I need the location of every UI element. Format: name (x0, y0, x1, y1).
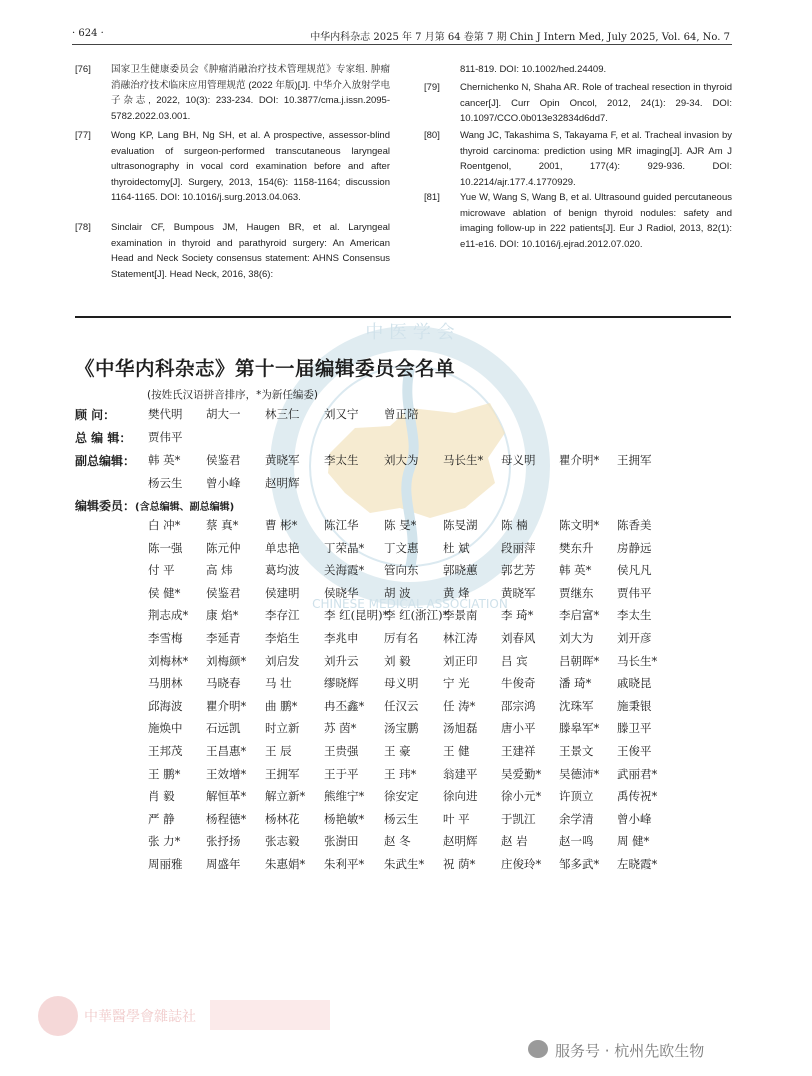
members-name: 王 健 (443, 744, 470, 758)
members-name: 丁荣晶* (324, 540, 365, 555)
members-name: 滕卫平 (617, 721, 652, 736)
members-name: 缪晓辉 (324, 676, 359, 691)
members-name: 马晓春 (206, 676, 241, 691)
members-name: 庄俊玲* (501, 857, 542, 871)
reference-number: [76] (75, 64, 91, 75)
members-name: 时立新 (265, 721, 300, 736)
publisher-name: 中華醫學會雜誌社 (84, 1009, 196, 1025)
members-name: 王昌惠* (206, 744, 247, 758)
members-name: 翁建平 (443, 766, 478, 781)
members-name: 徐安定 (384, 789, 419, 804)
members-name: 荆志成* (148, 608, 189, 623)
members-name: 陈元仲 (206, 540, 241, 555)
members-name: 王 辰 (265, 744, 292, 758)
members-name: 朱武生* (384, 857, 425, 871)
members-name: 陈 旻* (384, 518, 417, 532)
members-name: 王景文 (559, 744, 594, 758)
members-name: 王拥军 (265, 766, 300, 781)
members-name: 马 壮 (265, 676, 292, 691)
members-name: 侯 健* (148, 585, 181, 600)
members-name: 宁 光 (443, 676, 470, 691)
members-name: 潘 琦* (559, 676, 592, 691)
members-name: 杨艳敏* (324, 811, 365, 826)
deputy-name: 马长生* (443, 453, 484, 467)
deputy-name: 韩 英* (148, 453, 181, 467)
members-name: 李存江 (265, 608, 300, 623)
chief-name: 贾伟平 (148, 430, 183, 444)
members-name: 杨云生 (384, 811, 419, 826)
members-name: 滕皋军* (559, 721, 600, 736)
reference-text: Wang JC, Takashima S, Takayama F, et al. Tracheal invasion by thyroid carcinoma: prediction using MR imaging[J]. AJR Am J Roentgenol, 2001, 177(4): 929-936. DOI: 10.2214/ajr.177.4.1770929. (460, 130, 732, 188)
members-name: 苏 茵* (324, 721, 357, 736)
advisors-name: 樊代明 (148, 407, 183, 421)
members-name: 丁文惠 (384, 540, 419, 555)
members-name: 陈江华 (324, 518, 359, 532)
publisher-wordmark (210, 1000, 330, 1030)
members-name: 刘正印 (443, 653, 478, 668)
members-name: 张 力* (148, 834, 181, 849)
members-name: 郭艺芳 (501, 563, 536, 578)
members-name: 刘大为 (559, 631, 594, 645)
members-name: 任 涛* (443, 698, 476, 713)
members-name: 王俊平 (617, 744, 652, 758)
members-name: 白 冲* (148, 518, 181, 532)
members-name: 王贵强 (324, 744, 359, 758)
members-name: 于凯江 (501, 811, 536, 826)
deputy-name: 赵明辉 (265, 476, 300, 490)
members-name: 朱惠娟* (265, 857, 306, 871)
reference-number: [81] (424, 192, 440, 203)
members-name: 王邦茂 (148, 744, 183, 758)
members-name: 高 炜 (206, 563, 233, 578)
members-name: 母义明 (384, 676, 419, 691)
advisors-name: 林三仁 (265, 407, 300, 421)
members-name: 李 琦* (501, 608, 534, 623)
wechat-account-label: 服务号 · 杭州先欧生物 (555, 1042, 705, 1060)
deputy-name: 曾小峰 (206, 476, 241, 490)
members-name: 李焰生 (265, 631, 300, 645)
members-name: 黄 烽 (443, 585, 470, 600)
members-name: 樊东升 (559, 540, 594, 555)
members-name: 黄晓军 (501, 585, 536, 600)
members-name: 周盛年 (206, 857, 241, 871)
members-note: (含总编辑、副总编辑) (135, 502, 235, 513)
members-name: 唐小平 (501, 721, 536, 736)
members-name: 邹多武* (559, 857, 600, 871)
members-name: 王 豪 (384, 744, 411, 758)
members-name: 王于平 (324, 766, 359, 781)
header-rule (72, 44, 732, 45)
members-name: 施秉银 (617, 698, 652, 713)
members-name: 王建祥 (501, 744, 536, 758)
members-name: 朱利平* (324, 857, 365, 871)
deputy-name: 刘大为 (384, 453, 419, 467)
members-name: 李启富* (559, 608, 600, 623)
members-name: 刘启发 (265, 653, 300, 668)
members-name: 张抒扬 (206, 834, 241, 849)
members-name: 胡 波 (384, 585, 411, 600)
members-name: 曲 鹏* (265, 698, 298, 713)
members-name: 周 健* (617, 834, 650, 849)
members-name: 厉有名 (384, 631, 419, 645)
members-name: 吴爱勤* (501, 766, 542, 781)
board-title: 《中华内科杂志》第十一届编辑委员会名单 (75, 357, 456, 380)
members-name: 张志毅 (265, 834, 300, 849)
reference-text: Yue W, Wang S, Wang B, et al. Ultrasound guided percutaneous microwave ablation of benign thyroid nodules: safety and imaging follow-up in 222 patients[J]. Eur J Radiol, 2013, 82(1): e11-e16. DOI: 10.1016/j.ejrad.2012.07.020. (460, 192, 732, 250)
members-name: 余学清 (559, 811, 594, 826)
members-name: 侯鉴君 (206, 585, 241, 600)
deputy-name: 王拥军 (617, 453, 652, 467)
reference-text: 811-819. DOI: 10.1002/hed.24409. (460, 64, 607, 75)
members-name: 陈香美 (617, 518, 652, 532)
members-name: 郭晓蕙 (443, 563, 478, 578)
members-name: 邵宗鸿 (501, 698, 536, 713)
members-name: 房静远 (617, 540, 652, 555)
advisors-name: 刘又宁 (324, 407, 359, 421)
members-name: 赵一鸣 (559, 834, 594, 849)
members-name: 吴德沛* (559, 766, 600, 781)
members-name: 付 平 (148, 563, 175, 578)
reference-text: Chernichenko N, Shaha AR. Role of tracheal resection in thyroid cancer[J]. Curr Opin Oncol, 2012, 24(1): 29-34. DOI: 10.1097/CCO.0b013e32834d6dd7. (460, 82, 732, 124)
reference-text: Wong KP, Lang BH, Ng SH, et al. A prospective, assessor-blind evaluation of surgeon-performed transcutaneous laryngeal ultrasonography in vocal cord examination before and after thyroidectomy[J]. Surgery, 2013, 154(6): 1158-1164; discussion 1164-1165. DOI: 10.1016/j.surg.2013.04.063. (111, 130, 390, 203)
members-name: 韩 英* (559, 563, 592, 578)
members-name: 徐向进 (443, 789, 478, 804)
publisher-logo-icon (38, 996, 78, 1036)
members-name: 刘开彦 (617, 631, 652, 645)
members-name: 蔡 真* (206, 518, 239, 532)
members-name: 周丽雅 (148, 857, 183, 871)
advisors-label: 顾 问： (75, 408, 116, 422)
deputy-name: 黄晓军 (265, 453, 300, 467)
members-name: 刘梅颜* (206, 653, 247, 668)
members-name: 陈旻湖 (443, 518, 478, 532)
watermark-top-text: 中 医 学 会 (365, 322, 455, 343)
members-name: 解立新* (265, 789, 306, 804)
deputy-name: 李太生 (324, 453, 359, 467)
deputy-name: 瞿介明* (559, 453, 600, 467)
members-name: 杜 斌 (443, 540, 470, 555)
members-name: 杨林花 (265, 811, 300, 826)
members-name: 冉丕鑫* (324, 698, 365, 713)
advisors-name: 曾正陪 (384, 407, 419, 421)
members-name: 瞿介明* (206, 698, 247, 713)
members-label (75, 497, 234, 514)
members-name: 侯凡凡 (617, 563, 652, 578)
members-name: 任汉云 (384, 698, 419, 713)
members-name: 单忠艳 (265, 540, 300, 555)
section-divider (75, 316, 731, 318)
members-name: 施焕中 (148, 721, 183, 736)
chief-editor-label: 总 编 辑： (75, 431, 132, 445)
members-name: 关海霞* (324, 563, 365, 578)
members-name: 禹传祝* (617, 789, 658, 804)
members-name: 王效增* (206, 766, 247, 781)
members-name: 武丽君* (617, 766, 658, 781)
members-name: 严 静 (148, 811, 175, 826)
board-subtitle: (按姓氏汉语拼音排序，*为新任编委) (147, 389, 318, 401)
members-name: 刘春风 (501, 631, 536, 645)
journal-header: 中华内科杂志 2025 年 7 月第 64 卷第 7 期 Chin J Intern Med, July 2025, Vol. 64, No. 7 (310, 32, 730, 43)
members-name: 陈 楠 (501, 518, 528, 532)
members-name: 侯晓华 (324, 585, 359, 600)
members-name: 林江涛 (443, 631, 478, 645)
members-name: 熊维宁* (324, 789, 365, 804)
members-name: 陈一强 (148, 540, 183, 555)
members-name: 马长生* (617, 653, 658, 668)
deputy-name: 母义明 (501, 453, 536, 467)
members-name: 陈文明* (559, 518, 600, 532)
members-name: 吕 宾 (501, 653, 528, 668)
page-number: · 624 · (72, 28, 104, 39)
reference-text: 国家卫生健康委员会《肿瘤消融治疗技术管理规范》专家组. 肿瘤消融治疗技术临床应用管理规范 (2022 年版)[J]. 中华介入放射学电子杂志, 2022, 10(3): 233-234. DOI: 10.3877/cma.j.issn.2095-5782.2022.03.001. (111, 64, 390, 122)
members-label-text: 编辑委员： (75, 499, 136, 513)
members-name: 王 玮* (384, 766, 417, 781)
members-name: 左晓霞* (617, 857, 658, 871)
members-name: 徐小元* (501, 789, 542, 804)
members-name: 贾伟平 (617, 585, 652, 600)
members-name: 吕朝晖* (559, 653, 600, 668)
wechat-icon (528, 1040, 548, 1058)
members-name: 侯建明 (265, 585, 300, 600)
members-name: 李延青 (206, 631, 241, 645)
members-name: 解恒革* (206, 789, 247, 804)
reference-number: [79] (424, 82, 440, 93)
members-name: 李雪梅 (148, 631, 183, 645)
members-name: 杨程德* (206, 811, 247, 826)
members-name: 李 红(浙江)* (384, 608, 449, 623)
deputy-name: 杨云生 (148, 476, 183, 490)
advisors-name: 胡大一 (206, 407, 241, 421)
members-name: 管向东 (384, 563, 419, 578)
members-name: 贾继东 (559, 585, 594, 600)
members-name: 牛俊奇 (501, 676, 536, 691)
members-name: 赵 岩 (501, 834, 528, 849)
members-name: 李景南 (443, 608, 478, 623)
members-name: 曹 彬* (265, 518, 298, 532)
members-name: 康 焰* (206, 608, 239, 623)
members-name: 李 红(昆明)* (324, 608, 389, 623)
members-name: 叶 平 (443, 811, 470, 826)
members-name: 许顶立 (559, 789, 594, 804)
members-name: 刘升云 (324, 653, 359, 668)
deputy-name: 侯鉴君 (206, 453, 241, 467)
members-name: 汤旭磊 (443, 721, 478, 736)
members-name: 赵明辉 (443, 834, 478, 849)
members-name: 马朋林 (148, 676, 183, 691)
members-name: 段丽萍 (501, 540, 536, 555)
members-name: 刘 毅 (384, 653, 411, 668)
members-name: 张澍田 (324, 834, 359, 849)
reference-number: [77] (75, 130, 91, 141)
members-name: 王 鹏* (148, 766, 181, 781)
members-name: 葛均波 (265, 563, 300, 578)
deputy-editors-label: 副总编辑： (75, 454, 136, 468)
members-name: 邱海波 (148, 698, 183, 713)
watermark-ring-text: CHINESE MEDICAL ASSOCIATION (312, 597, 508, 611)
reference-number: [80] (424, 130, 440, 141)
members-name: 赵 冬 (384, 834, 411, 849)
members-name: 石远凯 (206, 721, 241, 736)
members-name: 李太生 (617, 608, 652, 623)
members-name: 祝 荫* (443, 857, 476, 871)
members-name: 曾小峰 (617, 811, 652, 826)
members-name: 沈珠军 (559, 698, 594, 713)
members-name: 李兆申 (324, 631, 359, 645)
reference-text: Sinclair CF, Bumpous JM, Haugen BR, et al. Laryngeal examination in thyroid and parathyroid surgery: An American Head and Neck Society consensus statement: AHNS Consensus Statement[J]. Head Neck, 2016, 38(6): (111, 222, 390, 280)
members-name: 肖 毅 (148, 789, 175, 804)
reference-number: [78] (75, 222, 91, 233)
members-name: 刘梅林* (148, 653, 189, 668)
members-name: 汤宝鹏 (384, 721, 419, 736)
members-name: 戚晓昆 (617, 676, 652, 691)
